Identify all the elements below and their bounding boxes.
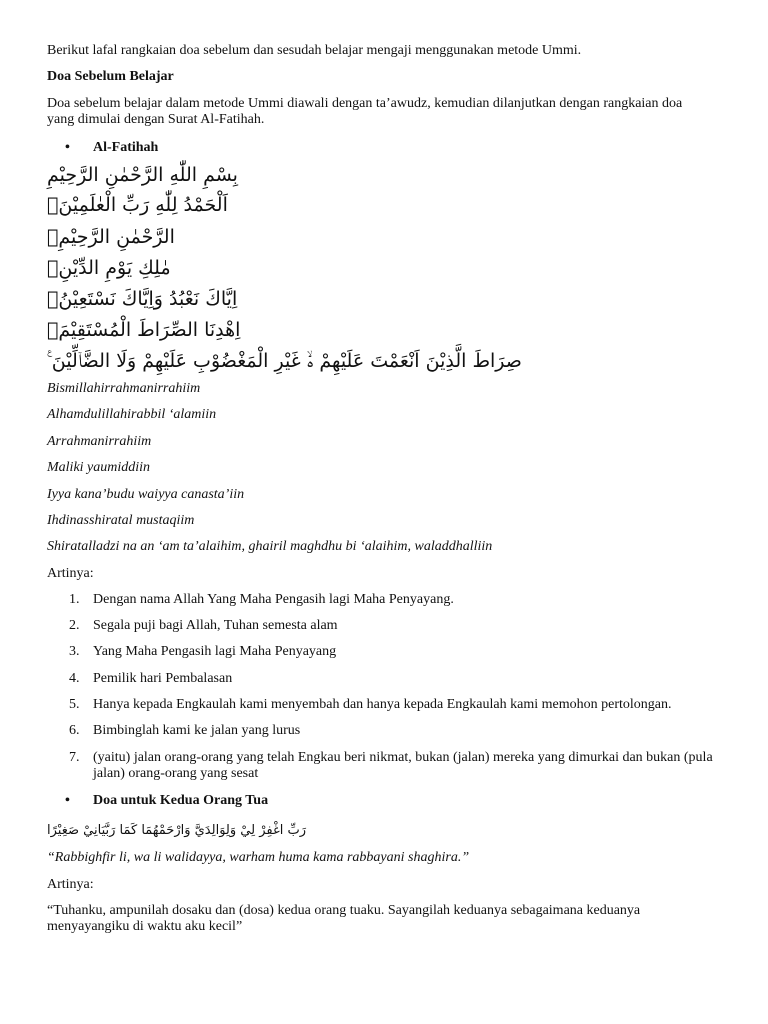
meaning-parents: “Tuhanku, ampunilah dosaku dan (dosa) kedua orang tuaku. Sayangilah keduanya sebagaimana keduanya menyayangiku di waktu aku kecil” bbox=[47, 903, 641, 934]
list-text: Segala puji bagi Allah, Tuhan semesta alam bbox=[93, 618, 338, 633]
section-title: Doa Sebelum Belajar bbox=[47, 69, 174, 84]
list-number: 5. bbox=[69, 697, 80, 712]
list-text: (yaitu) jalan orang-orang yang telah Engkau beri nikmat, bukan (jalan) mereka yang dimurkai dan bukan (pula jalan) orang-orang yang sesat bbox=[93, 750, 713, 781]
arabic-line: صِرَاطَ الَّذِيْنَ اَنْعَمْتَ عَلَيْهِمْ ەۙ غَيْرِ الْمَغْضُوْبِ عَلَيْهِمْ وَلَا الضَّاۤلِّيْنَ ࣖ bbox=[47, 350, 522, 372]
arabic-line: الرَّحْمٰنِ الرَّحِيْمِۙ bbox=[47, 226, 175, 248]
list-number: 2. bbox=[69, 618, 80, 633]
latin-line: Maliki yaumiddiin bbox=[47, 460, 151, 475]
list-number: 7. bbox=[69, 750, 80, 765]
list-number: 4. bbox=[69, 671, 80, 686]
bullet-dot: • bbox=[65, 140, 70, 155]
list-number: 3. bbox=[69, 644, 80, 659]
intro-text: Berikut lafal rangkaian doa sebelum dan sesudah belajar mengaji menggunakan metode Ummi. bbox=[47, 43, 582, 58]
latin-line: Ihdinasshiratal mustaqiim bbox=[47, 513, 195, 528]
list-text: Yang Maha Pengasih lagi Maha Penyayang bbox=[93, 644, 337, 659]
latin-line: Arrahmanirrahiim bbox=[47, 434, 152, 449]
list-text: Bimbinglah kami ke jalan yang lurus bbox=[93, 723, 301, 738]
arabic-line: بِسْمِ اللّٰهِ الرَّحْمٰنِ الرَّحِيْمِ bbox=[47, 164, 238, 186]
arabic-parents-line: رَبِّ اغْفِرْ لِيْ وَلِوَالِدَيَّ وَارْحَمْهُمَا كَمَا رَبَّيَانِيْ صَغِيْرًا bbox=[47, 823, 307, 838]
latin-line: Alhamdulillahirabbil ‘alamiin bbox=[47, 407, 217, 422]
latin-line: Iyya kana’budu waiyya canasta’iin bbox=[47, 487, 245, 502]
bullet-label: Doa untuk Kedua Orang Tua bbox=[93, 793, 269, 808]
arabic-line: اِيَّاكَ نَعْبُدُ وَاِيَّاكَ نَسْتَعِيْنُۗ bbox=[47, 288, 238, 310]
list-text: Pemilik hari Pembalasan bbox=[93, 671, 233, 686]
arabic-line: اَلْحَمْدُ لِلّٰهِ رَبِّ الْعٰلَمِيْنَۙ bbox=[47, 194, 228, 216]
bullet-label: Al-Fatihah bbox=[93, 140, 159, 155]
list-text: Hanya kepada Engkaulah kami menyembah dan hanya kepada Engkaulah kami memohon pertolongan. bbox=[93, 697, 672, 712]
list-number: 6. bbox=[69, 723, 80, 738]
latin-line: Shiratalladzi na an ‘am ta’alaihim, ghairil maghdhu bi ‘alaihim, waladdhalliin bbox=[47, 539, 493, 554]
arabic-line: اِهْدِنَا الصِّرَاطَ الْمُسْتَقِيْمَۙ bbox=[47, 319, 241, 341]
latin-parents-line: “Rabbighfir li, wa li walidayya, warham huma kama rabbayani shaghira.” bbox=[47, 850, 470, 865]
artinya-label: Artinya: bbox=[47, 566, 94, 581]
latin-line: Bismillahirrahmanirrahiim bbox=[47, 381, 201, 396]
list-text: Dengan nama Allah Yang Maha Pengasih lagi Maha Penyayang. bbox=[93, 592, 454, 607]
arabic-line: مٰلِكِ يَوْمِ الدِّيْنِۗ bbox=[47, 257, 171, 279]
section-paragraph: Doa sebelum belajar dalam metode Ummi diawali dengan ta’awudz, kemudian dilanjutkan dengan rangkaian doa yang dimulai dengan Surat Al-Fatihah. bbox=[47, 96, 683, 127]
artinya-label: Artinya: bbox=[47, 877, 94, 892]
bullet-dot: • bbox=[65, 793, 70, 808]
list-number: 1. bbox=[69, 592, 80, 607]
